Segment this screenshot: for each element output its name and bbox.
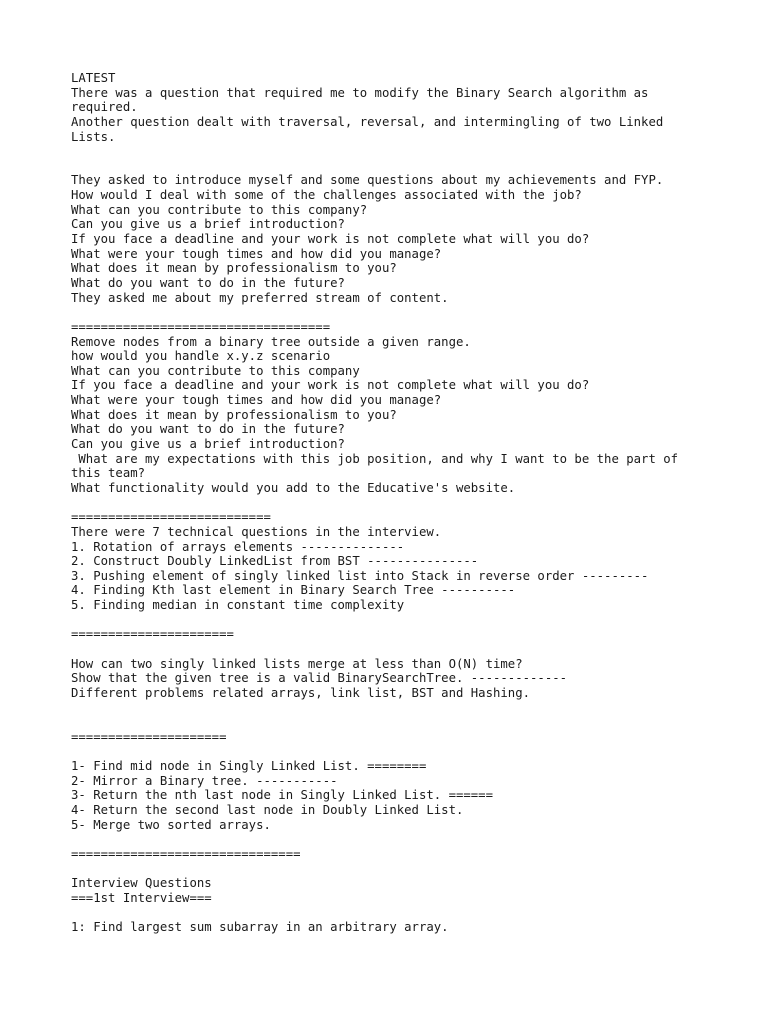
- text-line: ===============================: [71, 846, 301, 861]
- text-line: What were your tough times and how did you manage?: [71, 246, 442, 261]
- text-line: 4- Return the second last node in Doubly Linked List.: [71, 803, 464, 818]
- text-line: There was a question that required me to modify the Binary Search algorithm as: [71, 85, 649, 100]
- text-line: [71, 642, 701, 657]
- text-line: this team?: [71, 466, 146, 481]
- text-line: There were 7 technical questions in the interview.: [71, 524, 442, 539]
- text-line: 1: Find largest sum subarray in an arbitrary array.: [71, 920, 449, 935]
- text-line: 5- Merge two sorted arrays.: [71, 817, 271, 832]
- text-line: ===========================: [71, 510, 271, 525]
- text-line: ======================: [71, 627, 234, 642]
- text-line: What functionality would you add to the Educative's website.: [71, 480, 516, 495]
- text-line: Can you give us a brief introduction?: [71, 437, 345, 452]
- text-line: What do you want to do in the future?: [71, 422, 345, 437]
- text-line: Interview Questions: [71, 876, 212, 891]
- text-line: Show that the given tree is a valid BinarySearchTree. -------------: [71, 671, 568, 686]
- text-line: 3. Pushing element of singly linked list into Stack in reverse order ---------: [71, 568, 649, 583]
- text-line: how would you handle x.y.z scenario: [71, 349, 331, 364]
- text-line: required.: [71, 100, 138, 115]
- text-line: ===================================: [71, 319, 331, 334]
- text-line: 3- Return the nth last node in Singly Linked List. ======: [71, 788, 493, 803]
- text-line: 2- Mirror a Binary tree. -----------: [71, 773, 338, 788]
- text-line: Can you give us a brief introduction?: [71, 217, 345, 232]
- text-line: Different problems related arrays, link list, BST and Hashing.: [71, 685, 531, 700]
- text-line: What are my expectations with this job position, and why I want to be the part of: [71, 451, 679, 466]
- text-line: They asked me about my preferred stream of content.: [71, 290, 449, 305]
- text-line: Remove nodes from a binary tree outside a given range.: [71, 334, 471, 349]
- text-line: [71, 906, 701, 921]
- text-line: =====================: [71, 729, 227, 744]
- text-line: If you face a deadline and your work is not complete what will you do?: [71, 378, 590, 393]
- text-line: 2. Construct Doubly LinkedList from BST ---------------: [71, 554, 479, 569]
- text-line: 1- Find mid node in Singly Linked List. ========: [71, 759, 427, 774]
- text-line: What can you contribute to this company: [71, 363, 360, 378]
- text-line: [71, 701, 701, 716]
- text-line: How would I deal with some of the challenges associated with the job?: [71, 188, 582, 203]
- text-line: [71, 862, 701, 877]
- text-line: 4. Finding Kth last element in Binary Search Tree ----------: [71, 583, 516, 598]
- text-line: 5. Finding median in constant time complexity: [71, 598, 405, 613]
- text-line: LATEST: [71, 71, 116, 85]
- text-line: How can two singly linked lists merge at less than O(N) time?: [71, 656, 523, 671]
- text-line: [71, 159, 701, 174]
- text-line: [71, 744, 701, 759]
- text-line: What does it mean by professionalism to you?: [71, 407, 397, 422]
- text-line: What can you contribute to this company?: [71, 202, 368, 217]
- text-line: [71, 832, 701, 847]
- text-line: What were your tough times and how did you manage?: [71, 393, 442, 408]
- text-line: Lists.: [71, 129, 116, 144]
- text-line: 1. Rotation of arrays elements --------------: [71, 539, 405, 554]
- text-line: [71, 305, 701, 320]
- text-line: ===1st Interview===: [71, 890, 212, 905]
- text-line: Another question dealt with traversal, reversal, and intermingling of two Linked: [71, 114, 664, 129]
- text-line: [71, 496, 701, 511]
- text-line: [71, 715, 701, 730]
- text-line: What do you want to do in the future?: [71, 275, 345, 290]
- text-line: They asked to introduce myself and some questions about my achievements and FYP.: [71, 173, 664, 188]
- document-body: [71, 71, 701, 935]
- text-line: [71, 613, 701, 628]
- text-line: [71, 144, 701, 159]
- text-line: If you face a deadline and your work is not complete what will you do?: [71, 232, 590, 247]
- text-line: What does it mean by professionalism to you?: [71, 261, 397, 276]
